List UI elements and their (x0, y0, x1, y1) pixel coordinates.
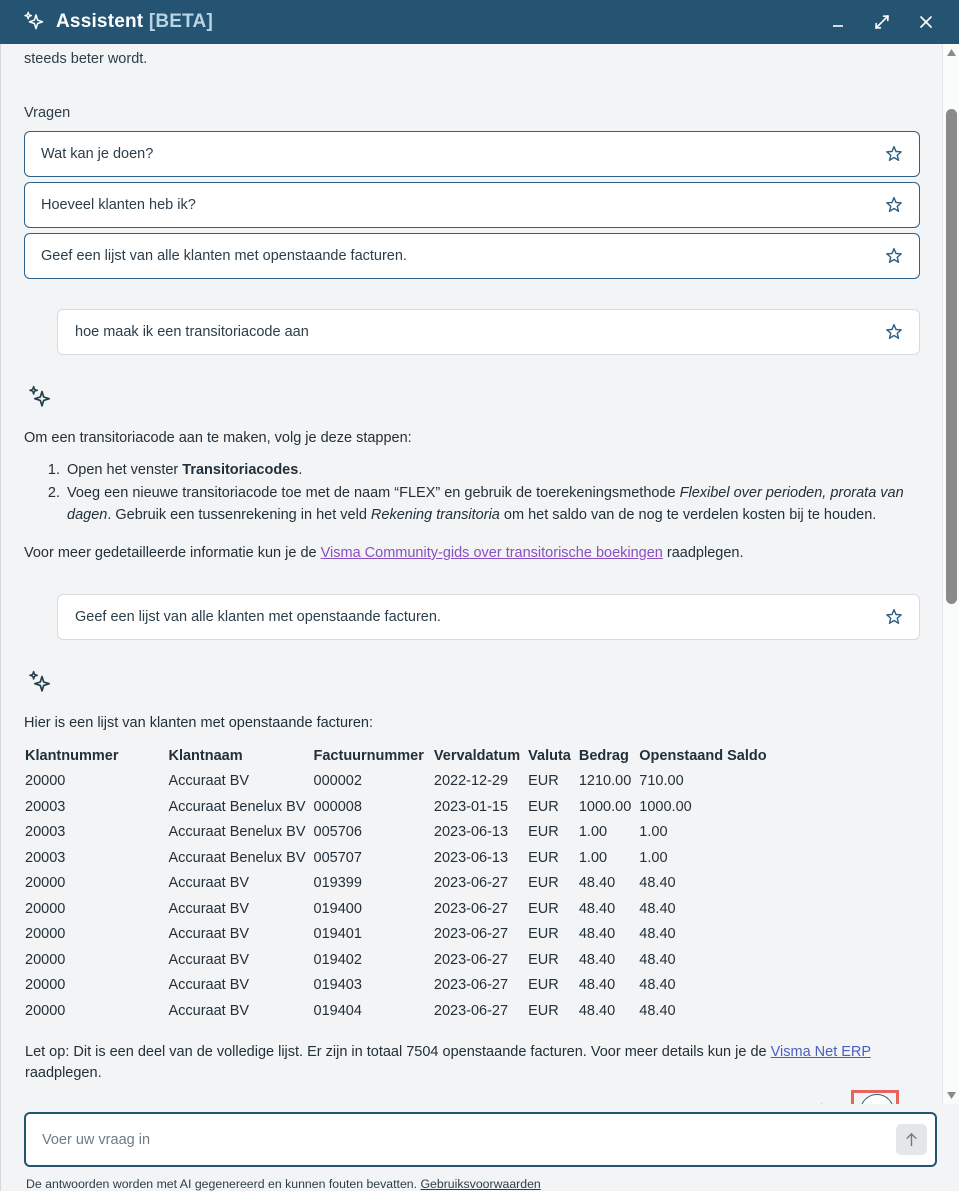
star-icon[interactable] (883, 194, 905, 216)
cell-openstaand-saldo: 48.40 (639, 875, 676, 891)
cell-factuurnummer: 019401 (313, 926, 362, 942)
suggestion-card[interactable] (24, 131, 920, 177)
cell-openstaand-saldo: 710.00 (639, 773, 684, 789)
step-text-pre: Open het venster (67, 462, 183, 478)
user-message-bubble[interactable] (57, 309, 920, 355)
cell-factuurnummer: 019400 (313, 900, 362, 917)
cell-valuta: EUR (528, 773, 559, 789)
user-message-text: Geef een lijst van alle klanten met openstaande facturen. (75, 609, 441, 625)
star-icon[interactable] (883, 321, 905, 343)
cell-klantnaam: Accuraat BV (168, 1002, 250, 1019)
user-message-text: hoe maak ik een transitoriacode aan (75, 324, 309, 340)
minimize-button[interactable] (825, 9, 851, 35)
window-title (56, 11, 213, 33)
composer-box[interactable] (24, 1112, 937, 1167)
user-message-bubble[interactable] (57, 594, 920, 640)
visma-net-erp-link[interactable]: Visma Net ERP (770, 1044, 871, 1060)
scrollbar-thumb[interactable] (946, 109, 957, 604)
restore-button[interactable] (869, 9, 895, 35)
send-button[interactable] (896, 1124, 927, 1155)
table-row (25, 846, 775, 872)
window-titlebar (0, 0, 959, 44)
step-item (64, 482, 920, 526)
col-header-bedrag: Bedrag (578, 748, 629, 764)
titlebar-left (20, 9, 213, 35)
table-row (25, 999, 775, 1025)
cell-factuurnummer: 000008 (313, 798, 362, 815)
table-row (25, 795, 775, 821)
step-text-post: om het saldo van de nog te verdelen kosten bij te houden. (499, 507, 877, 523)
beta-badge: [BETA] (148, 11, 213, 32)
table-row (25, 871, 775, 897)
table-header-row (25, 748, 775, 769)
suggestion-card[interactable] (24, 182, 920, 228)
disclaimer-text: De antwoorden worden met AI gegenereerd en kunnen fouten bevatten. (26, 1177, 421, 1191)
outro-text-pre: Voor meer gedetailleerde informatie kun je de (24, 545, 321, 561)
cell-vervaldatum: 2023-06-13 (433, 824, 509, 840)
cell-bedrag: 48.40 (578, 1002, 616, 1019)
suggestion-card[interactable] (24, 233, 920, 279)
cell-valuta: EUR (528, 824, 559, 840)
cell-openstaand-saldo: 48.40 (639, 951, 676, 968)
outro-text-post: raadplegen. (662, 545, 744, 561)
cell-openstaand-saldo: 1000.00 (639, 798, 692, 815)
cell-vervaldatum: 2023-06-27 (433, 1002, 509, 1019)
col-header-klantnaam: Klantnaam (168, 748, 243, 764)
vertical-scrollbar[interactable] (942, 44, 959, 1104)
cell-vervaldatum: 2023-06-13 (433, 849, 509, 866)
cell-vervaldatum: 2023-06-27 (433, 875, 509, 891)
col-header-klantnummer: Klantnummer (25, 748, 119, 764)
cell-klantnaam: Accuraat BV (168, 926, 250, 942)
titlebar-controls (825, 9, 947, 35)
cell-factuurnummer: 019404 (313, 1002, 362, 1019)
cell-valuta: EUR (528, 977, 559, 993)
cell-bedrag: 1.00 (578, 849, 608, 866)
cell-bedrag: 1210.00 (578, 773, 632, 789)
cell-vervaldatum: 2023-06-27 (433, 926, 509, 942)
cell-openstaand-saldo: 48.40 (639, 926, 676, 942)
cell-valuta: EUR (528, 951, 559, 968)
cell-openstaand-saldo: 1.00 (639, 849, 668, 866)
close-button[interactable] (913, 9, 939, 35)
star-icon[interactable] (883, 606, 905, 628)
cell-factuurnummer: 000002 (313, 773, 362, 789)
feedback-zone (24, 1086, 920, 1104)
annotation-arrow (653, 1103, 848, 1104)
cell-klantnaam: Accuraat BV (168, 951, 250, 968)
table-row (25, 769, 775, 795)
table-row (25, 973, 775, 999)
conversation-inner (1, 44, 942, 1104)
step-text-post: . (298, 462, 303, 478)
question-input[interactable] (42, 1114, 896, 1165)
cell-klantnaam: Accuraat BV (168, 875, 250, 891)
cell-openstaand-saldo: 48.40 (639, 977, 676, 993)
suggestion-text: Wat kan je doen? (41, 146, 154, 162)
invoices-table-head (25, 748, 775, 769)
suggestion-text: Hoeveel klanten heb ik? (41, 197, 196, 213)
cell-vervaldatum: 2023-01-15 (433, 798, 509, 815)
star-icon[interactable] (883, 143, 905, 165)
conversation-area (0, 44, 959, 1104)
cell-openstaand-saldo: 1.00 (639, 824, 668, 840)
assistant-intro-text: Om een transitoriacode aan te maken, volg je deze stappen: (24, 430, 412, 446)
cell-openstaand-saldo: 48.40 (639, 900, 676, 917)
cell-klantnaam: Accuraat Benelux BV (168, 824, 306, 840)
table-row (25, 897, 775, 923)
cell-klantnummer: 20000 (25, 900, 66, 917)
cell-bedrag: 48.40 (578, 875, 616, 891)
cell-bedrag: 1.00 (578, 824, 608, 840)
cell-bedrag: 48.40 (578, 900, 616, 917)
cell-klantnummer: 20000 (25, 951, 66, 968)
step-text-bold: Transitoriacodes (182, 462, 299, 478)
step-text-italic-2: Rekening transitoria (370, 507, 500, 523)
suggestion-text: Geef een lijst van alle klanten met openstaande facturen. (41, 248, 407, 264)
cell-factuurnummer: 005706 (313, 824, 362, 840)
cell-klantnaam: Accuraat Benelux BV (168, 849, 306, 866)
terms-of-use-link[interactable]: Gebruiksvoorwaarden (420, 1177, 541, 1191)
col-header-factuurnummer: Factuurnummer (313, 748, 424, 764)
cell-klantnaam: Accuraat BV (168, 900, 250, 917)
cell-klantnaam: Accuraat BV (168, 977, 250, 993)
cell-vervaldatum: 2023-06-27 (433, 977, 509, 993)
user-message-row (24, 594, 920, 640)
truncated-intro-text: steeds beter wordt. (24, 51, 148, 67)
assistant-sparkle-icon (25, 383, 920, 416)
cell-vervaldatum: 2023-06-27 (433, 951, 509, 968)
cell-klantnaam: Accuraat Benelux BV (168, 798, 306, 815)
cell-factuurnummer: 019399 (313, 875, 362, 891)
step-text-mid: . Gebruik een tussenrekening in het veld (107, 507, 371, 523)
invoices-table-body (25, 769, 775, 1024)
step-item (64, 459, 920, 481)
cell-klantnummer: 20003 (25, 824, 66, 840)
assistant-steps-list (24, 459, 920, 526)
invoices-table (25, 748, 775, 1024)
sparkle-icon (20, 9, 46, 35)
conversation-scrollpane[interactable] (1, 44, 942, 1104)
col-header-valuta: Valuta (528, 748, 571, 764)
cell-vervaldatum: 2023-06-27 (433, 900, 509, 917)
cell-klantnummer: 20000 (25, 875, 66, 891)
cell-bedrag: 48.40 (578, 951, 616, 968)
cell-klantnummer: 20003 (25, 798, 66, 815)
cell-factuurnummer: 019402 (313, 951, 362, 968)
cell-valuta: EUR (528, 900, 559, 917)
cell-vervaldatum: 2022-12-29 (433, 773, 509, 789)
cell-klantnummer: 20000 (25, 773, 66, 789)
cell-klantnummer: 20000 (25, 926, 66, 942)
cell-valuta: EUR (528, 849, 559, 866)
assistant-outro-paragraph (24, 543, 920, 564)
cell-klantnummer: 20000 (25, 1002, 66, 1019)
scroll-up-arrow-icon[interactable] (943, 44, 959, 61)
suggestions-label: Vragen (24, 105, 71, 121)
cell-valuta: EUR (528, 875, 559, 891)
cell-klantnaam: Accuraat BV (168, 773, 250, 789)
user-message-row (24, 309, 920, 355)
col-header-openstaand-saldo: Openstaand Saldo (639, 748, 767, 764)
cell-openstaand-saldo: 48.40 (639, 1002, 676, 1019)
note-text-post: raadplegen. (25, 1065, 102, 1081)
table-row (25, 948, 775, 974)
col-header-vervaldatum: Vervaldatum (433, 748, 521, 764)
cell-valuta: EUR (528, 926, 559, 942)
truncation-note (25, 1042, 920, 1084)
step-text-italic-1: Flexibel over perioden, prorata van dagen (67, 485, 904, 523)
window-title-text: Assistent (56, 11, 144, 32)
assistant-sparkle-icon (25, 668, 920, 701)
cell-valuta: EUR (528, 798, 559, 815)
composer-area (0, 1104, 959, 1191)
cell-valuta: EUR (528, 1002, 559, 1019)
cell-klantnummer: 20000 (25, 977, 66, 993)
star-icon[interactable] (883, 245, 905, 267)
assistant-intro-text: Hier is een lijst van klanten met openstaande facturen: (24, 715, 374, 731)
cell-factuurnummer: 005707 (313, 849, 362, 866)
cell-bedrag: 48.40 (578, 977, 616, 993)
cell-factuurnummer: 019403 (313, 977, 362, 993)
step-text-pre: Voeg een nieuwe transitoriacode toe met de naam “FLEX” en gebruik de toerekeningsmethode (67, 485, 680, 501)
scroll-down-arrow-icon[interactable] (943, 1087, 959, 1104)
cell-klantnummer: 20003 (25, 849, 66, 866)
ai-disclaimer (24, 1167, 937, 1191)
cell-bedrag: 48.40 (578, 926, 616, 942)
community-guide-link[interactable]: Visma Community-gids over transitorische boekingen (320, 545, 663, 561)
table-row (25, 820, 775, 846)
cell-bedrag: 1000.00 (578, 798, 632, 815)
note-text-pre: Let op: Dit is een deel van de volledige lijst. Er zijn in totaal 7504 openstaande facturen. Voor meer details kun je de (25, 1044, 771, 1060)
table-row (25, 922, 775, 948)
